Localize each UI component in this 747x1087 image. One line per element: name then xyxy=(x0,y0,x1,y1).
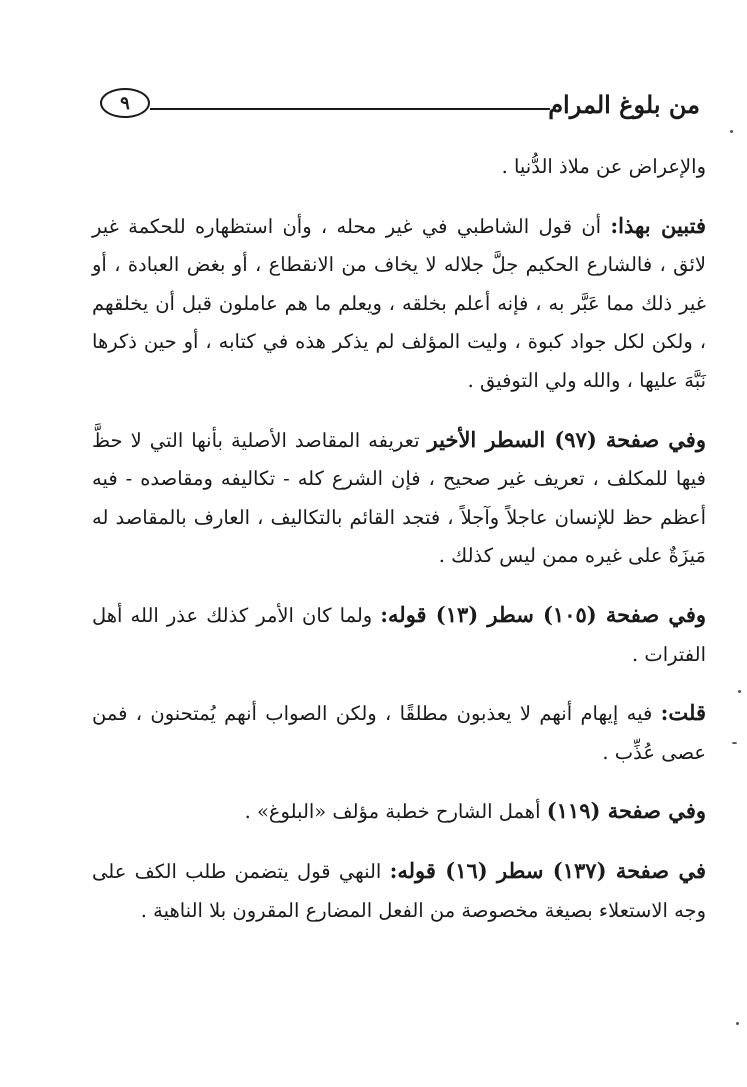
paragraph-lead: وفي صفحة (٩٧) السطر الأخير xyxy=(427,426,706,452)
body-text xyxy=(92,148,706,950)
scan-speck xyxy=(736,1022,739,1025)
paragraph-2 xyxy=(92,207,706,401)
paragraph-lead: فتبين بهذا: xyxy=(610,212,706,238)
paragraph-text: أن قول الشاطبي في غير محله ، وأن استظهاره للحكمة غير لائق ، فالشارع الحكيم جلَّ جلاله لا يخاف من الانقطاع ، أو بغض العبادة ، أو غير ذلك مما عَبَّر به ، فإنه أعلم بخلقه ، ويعلم ما هم عاملون قبل أن يخلقهم ، ولكن لكل جواد كبوة ، وليت المؤلف لم يذكر هذه في كتابه ، أو حين ذكرها نَبَّهَ عليها ، والله ولي التوفيق . xyxy=(92,214,706,392)
page-header xyxy=(100,88,700,128)
paragraph-lead: في صفحة (١٣٧) سطر (١٦) قوله: xyxy=(389,857,707,883)
paragraph-lead: وفي صفحة (١١٩) xyxy=(546,798,706,824)
paragraph-text: ولما كان الأمر كذلك عذر الله أهل الفترات . xyxy=(92,603,706,666)
paragraph-lead: وفي صفحة (١٠٥) سطر (١٣) قوله: xyxy=(380,601,707,627)
running-title: من بلوغ المرام xyxy=(548,90,700,119)
paragraph-text: أهمل الشارح خطبة مؤلف «البلوغ» . xyxy=(244,800,547,824)
paragraph-text: النهي قول يتضمن طلب الكف على وجه الاستعلاء بصيغة مخصوصة من الفعل المضارع المقرون بلا الناهية . xyxy=(92,859,706,922)
scan-speck xyxy=(732,742,737,744)
paragraph-text: تعريفه المقاصد الأصلية بأنها التي لا حظَّ فيها للمكلف ، تعريف غير صحيح ، فإن الشرع كله - تكاليفه ومقاصده - فيه أعظم حظ للإنسان عاجلاً وآجلاً ، فتجد القائم بالتكاليف ، العارف بالمقاصد له مَيزَةٌ على غيره ممن ليس كذلك . xyxy=(92,428,706,568)
paragraph-lead: قلت: xyxy=(660,700,706,726)
page-number: ٩ xyxy=(100,88,150,118)
paragraph-5 xyxy=(92,694,706,772)
scan-speck xyxy=(738,690,741,693)
paragraph-4 xyxy=(92,596,706,674)
paragraph-3 xyxy=(92,421,706,576)
paragraph-1 xyxy=(92,148,706,187)
paragraph-text: والإعراض عن ملاذ الدُّنيا . xyxy=(501,155,706,178)
paragraph-7 xyxy=(92,852,706,930)
header-rule xyxy=(150,108,550,110)
paragraph-6 xyxy=(92,792,706,832)
paragraph-text: فيه إيهام أنهم لا يعذبون مطلقًا ، ولكن الصواب أنهم يُمتحنون ، فمن عصى عُذِّب . xyxy=(92,702,706,764)
scan-speck xyxy=(730,130,733,133)
